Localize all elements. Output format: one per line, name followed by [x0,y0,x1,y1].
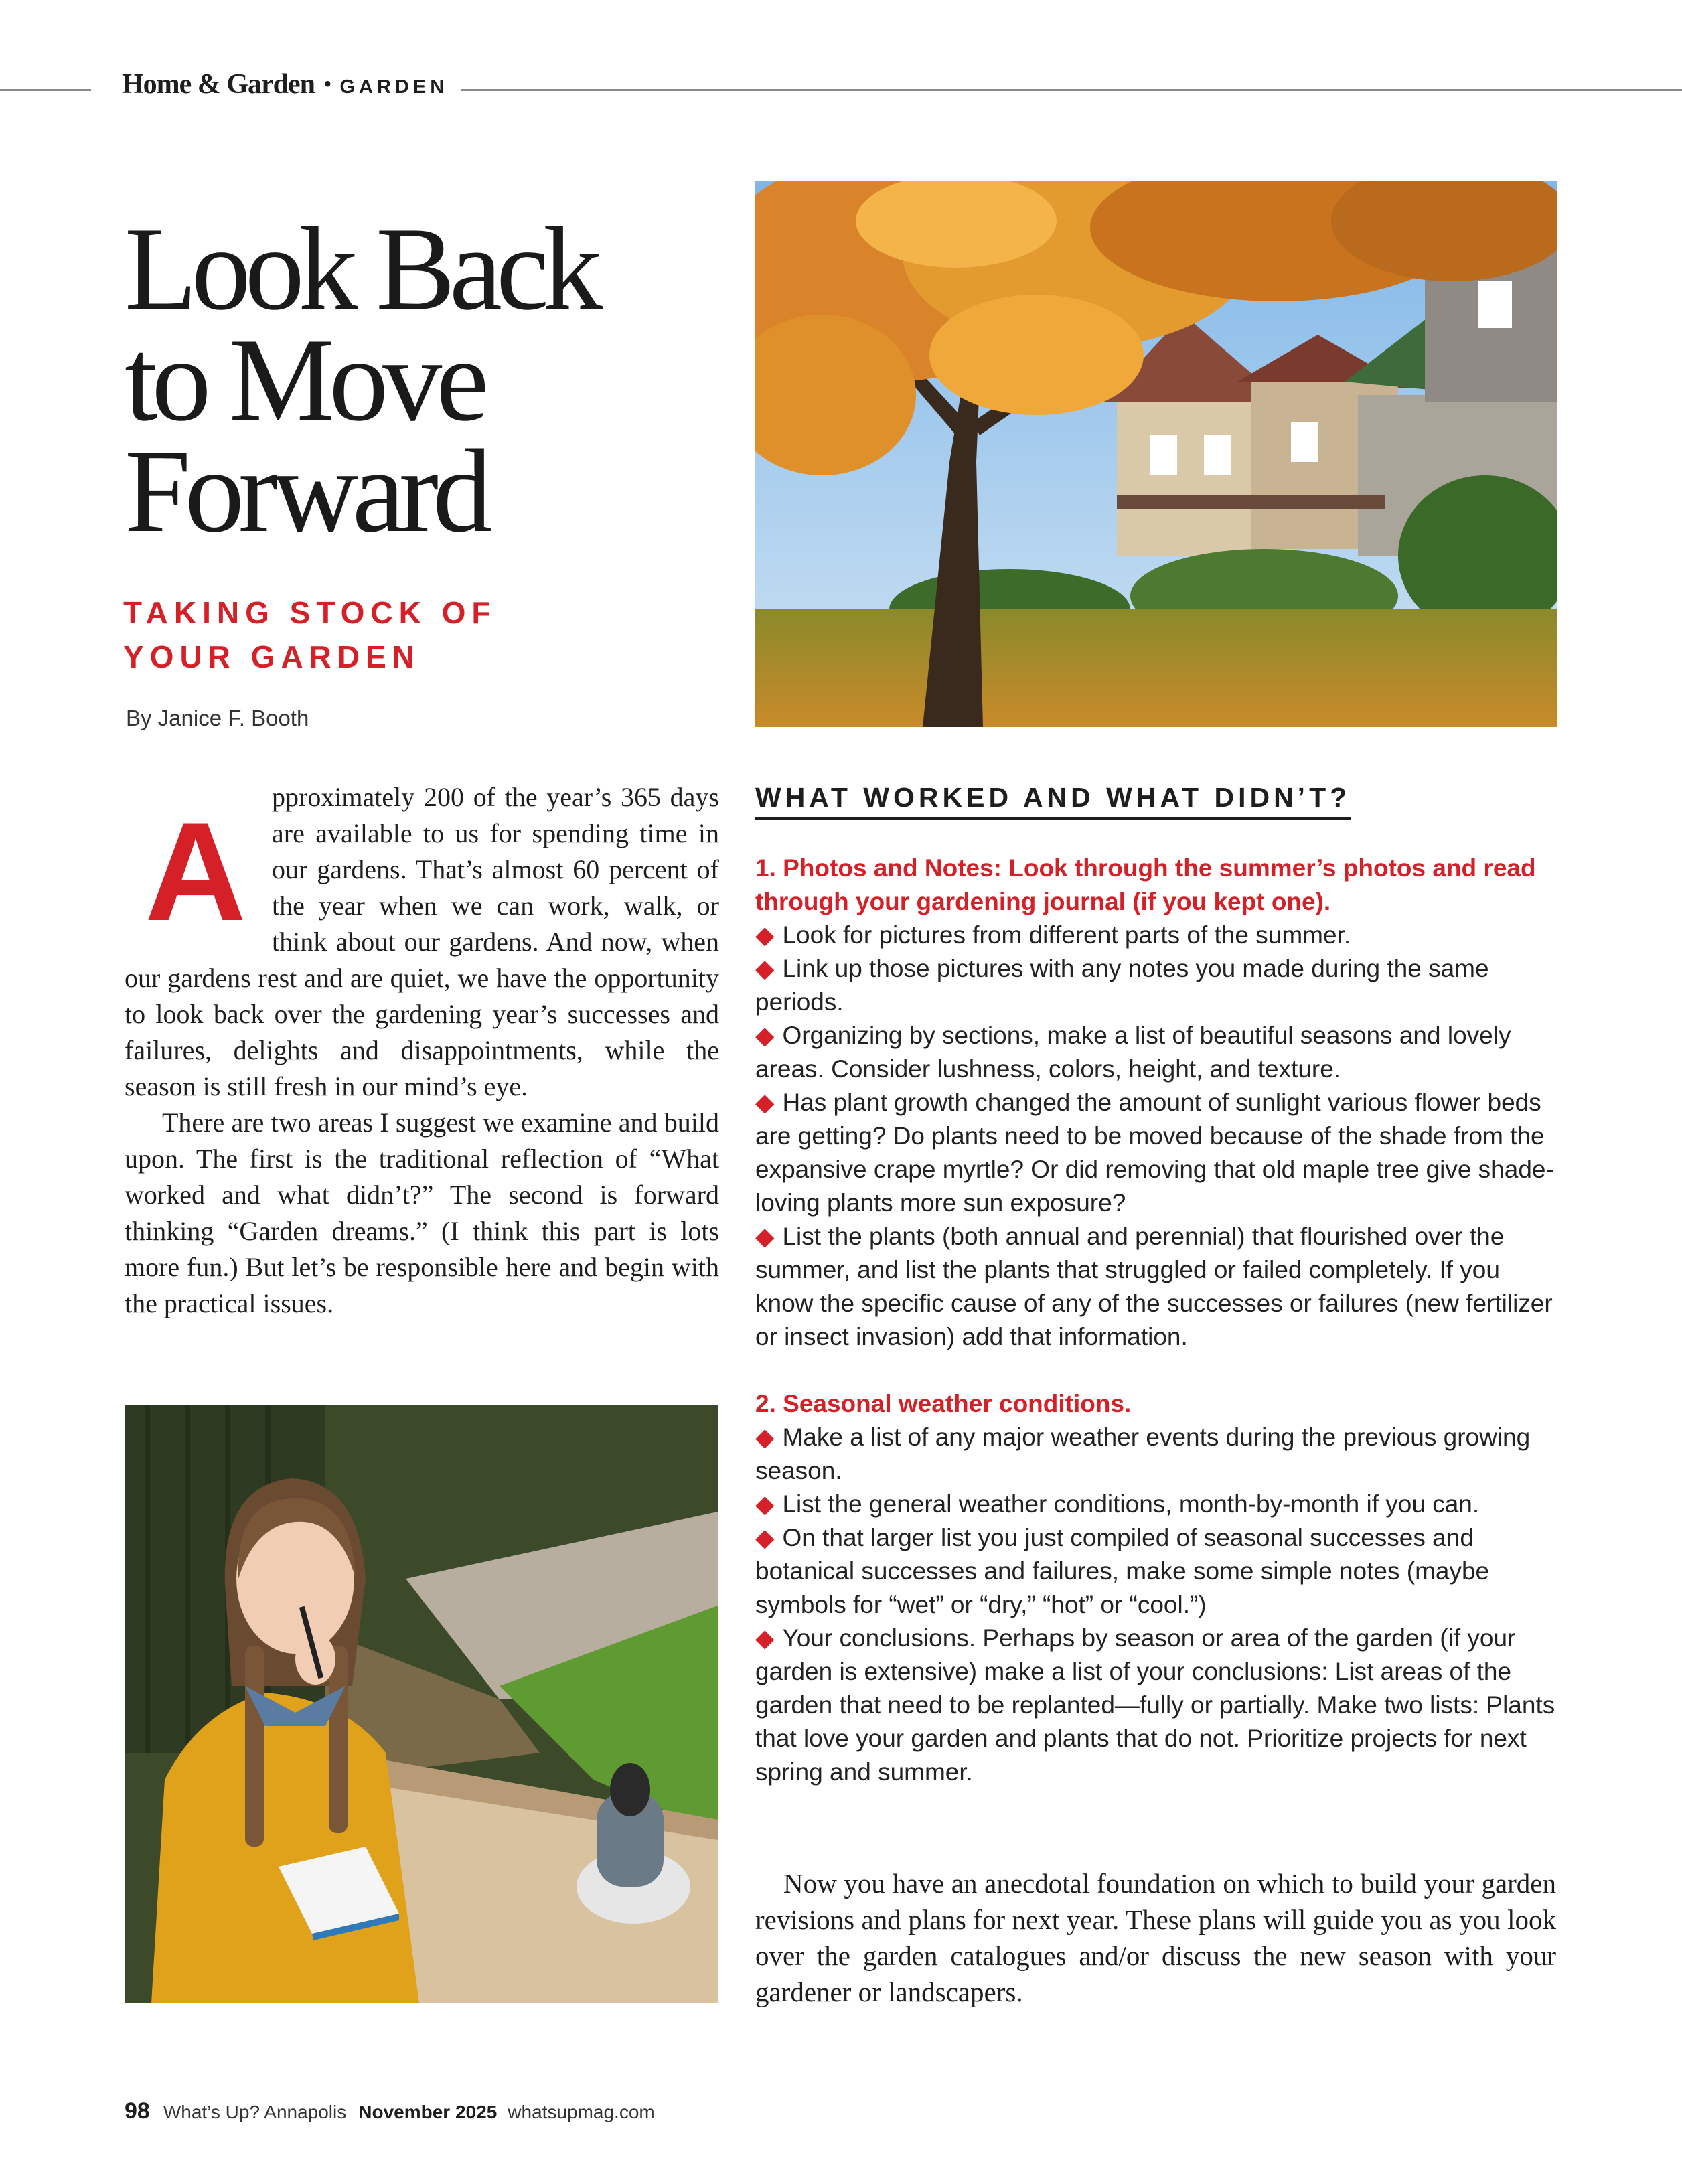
diamond-bullet-icon: ◆ [755,1022,775,1049]
gardener-notebook-photo [125,1405,718,2003]
autumn-houses-photo [755,181,1557,727]
list-item: ◆ Your conclusions. Perhaps by season or area of the garden (if your garden is extensive) make a list of your conclusions: List areas of the garden that need to be replanted—fully or partially. Make two lists: Plants that love your garden and plants that do not. Prioritize projects for next spring and summer. [755,1624,1555,1786]
page-footer [125,2098,655,2124]
section-name: Home & Garden [122,69,315,100]
header-rule-left [0,89,91,91]
list-item: ◆ Make a list of any major weather events during the previous growing season. [755,1423,1531,1484]
header-separator: • [323,73,331,95]
diamond-bullet-icon: ◆ [755,1223,775,1250]
item-heading: 2. Seasonal weather conditions. [755,1390,1132,1417]
list-item: ◆ On that larger list you just compiled of seasonal successes and botanical successes and failures, make some simple notes (maybe symbols for “wet” or “dry,” “hot” or “cool.”) [755,1524,1490,1618]
diamond-bullet-icon: ◆ [755,955,775,982]
magazine-name: What’s Up? Annapolis [163,2102,347,2122]
issue-date: November 2025 [358,2102,498,2122]
section-heading: WHAT WORKED AND WHAT DIDN’T? [755,782,1351,820]
list-item: ◆ Link up those pictures with any notes you made during the same periods. [755,955,1489,1016]
byline: By Janice F. Booth [126,706,309,730]
section-category: GARDEN [339,76,449,98]
list-item: ◆ Has plant growth changed the amount of sunlight various flower beds are getting? Do plants need to be moved because of the shade from the expansive crape myrtle? Or did removing that old maple tree give shade-loving plants more sun exposure? [755,1089,1554,1217]
checklist-item-1 [755,852,1556,1354]
list-item: ◆ List the plants (both annual and perennial) that flourished over the summer, and list the plants that struggled or failed completely. If you know the specific cause of any of the successes or failures (new fertilizer or insect invasion) add that information. [755,1223,1553,1350]
diamond-bullet-icon: ◆ [755,1423,775,1451]
page-number: 98 [125,2098,150,2124]
section-header [122,68,448,100]
article-title [125,202,633,557]
closing-paragraph: Now you have an anecdotal foundation on which to build your garden revisions and plans for next year. These plans will guide you as you look over the garden catalogues and/or discuss the new season with your gardener or landscapers. [755,1868,1556,2007]
diamond-bullet-icon: ◆ [755,1624,775,1652]
checklist-item-2 [755,1387,1556,1789]
title-line: Forward [125,424,487,557]
list-item: ◆ Look for pictures from different parts of the summer. [755,921,1351,949]
item-heading: 1. Photos and Notes: Look through the summer’s photos and read through your gardening journal (if you kept one). [755,854,1536,915]
intro-body [125,779,719,1322]
website: whatsupmag.com [508,2102,655,2122]
list-item: ◆ List the general weather conditions, month-by-month if you can. [755,1490,1480,1518]
article-deck [123,591,632,679]
header-rule-right [461,89,1682,91]
drop-cap: A [145,793,246,950]
title-line: Look Back [125,202,597,335]
diamond-bullet-icon: ◆ [755,1524,775,1551]
deck-line: YOUR GARDEN [123,639,421,674]
intro-paragraph-1-text: pproximately 200 of the year’s 365 days are available to us for spending time in our gardens. That’s almost 60 percent of the year when we can work, walk, or think about our gardens. And now, when our gardens rest and are quiet, we have the opportunity to look back over the gardening year’s successes and failures, delights and disappointments, while the season is still fresh in our mind’s eye. [125,782,719,1101]
diamond-bullet-icon: ◆ [755,921,775,949]
diamond-bullet-icon: ◆ [755,1490,775,1518]
title-line: to Move [125,313,483,446]
list-item: ◆ Organizing by sections, make a list of beautiful seasons and lovely areas. Consider lushness, colors, height, and texture. [755,1022,1511,1083]
intro-paragraph-2: There are two areas I suggest we examine and build upon. The first is the traditional reflection of “What worked and what didn’t?” The second is forward thinking “Garden dreams.” (I think this part is lots more fun.) But let’s be responsible here and begin with the practical issues. [125,1107,719,1318]
diamond-bullet-icon: ◆ [755,1089,775,1116]
intro-paragraph-1 [125,779,719,1105]
checklist [755,852,1556,1789]
deck-line: TAKING STOCK OF [123,595,497,630]
